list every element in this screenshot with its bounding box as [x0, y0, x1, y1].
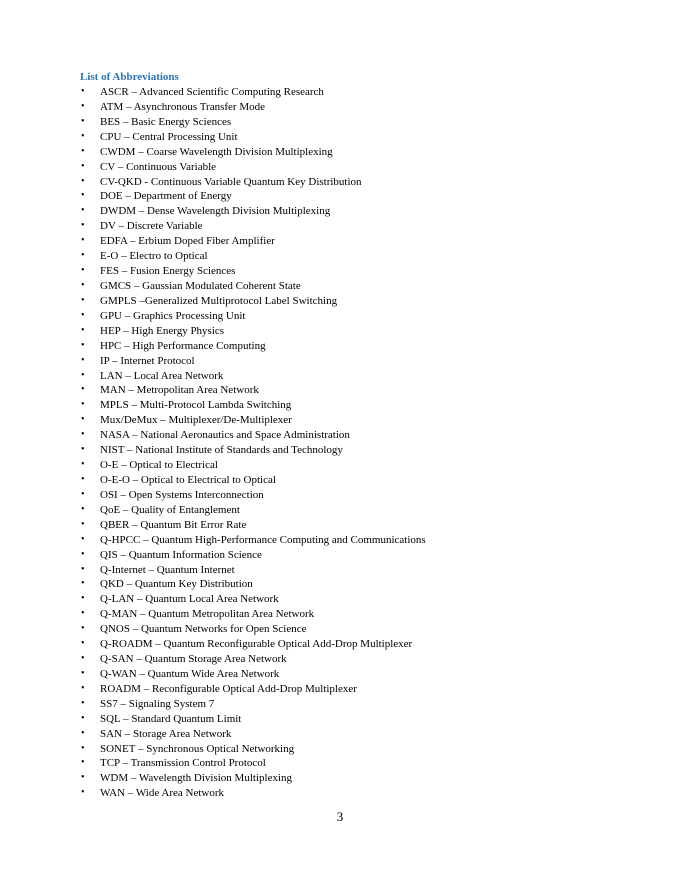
abbreviation-text: QoE – Quality of Entanglement — [100, 503, 240, 516]
abbreviation-text: WDM – Wavelength Division Multiplexing — [100, 772, 293, 785]
abbreviation-text: ATM – Asynchronous Transfer Mode — [100, 100, 265, 113]
bullet-icon: • — [81, 86, 85, 97]
abbreviation-text: SQL – Standard Quantum Limit — [100, 712, 242, 725]
bullet-icon: • — [81, 145, 85, 157]
abbreviation-text: Q-Internet – Quantum Internet — [100, 563, 235, 576]
abbreviation-text: Q-LAN – Quantum Local Area Network — [100, 593, 279, 606]
bullet-icon: • — [81, 727, 85, 739]
abbreviation-text: Mux/DeMux – Multiplexer/De-Multiplexer — [100, 414, 292, 427]
bullet-icon: • — [81, 682, 85, 694]
bullet-icon: • — [81, 697, 85, 709]
abbreviation-text: SAN – Storage Area Network — [100, 727, 232, 740]
abbreviation-text: EDFA – Erbium Doped Fiber Amplifier — [100, 235, 275, 248]
bullet-icon: • — [81, 279, 85, 291]
bullet-icon: • — [81, 503, 85, 515]
abbreviation-text: Q-HPCC – Quantum High-Performance Computing and Communications — [100, 533, 426, 546]
abbreviation-text: ASCR – Advanced Scientific Computing Research — [100, 86, 324, 98]
abbreviation-text: DWDM – Dense Wavelength Division Multiplexing — [100, 205, 331, 218]
bullet-icon: • — [81, 578, 85, 590]
abbreviation-text: Q-MAN – Quantum Metropolitan Area Network — [100, 608, 315, 621]
abbreviation-text: GPU – Graphics Processing Unit — [100, 309, 246, 322]
bullet-icon: • — [81, 653, 85, 665]
abbreviation-text: E-O – Electro to Optical — [100, 250, 208, 263]
abbreviation-text: ROADM – Reconfigurable Optical Add-Drop Multiplexer — [100, 682, 357, 695]
bullet-icon: • — [81, 384, 85, 396]
abbreviation-text: DOE – Department of Energy — [100, 190, 232, 203]
bullet-icon: • — [81, 369, 85, 381]
bullet-icon: • — [81, 459, 85, 471]
bullet-icon: • — [81, 294, 85, 306]
bullet-icon: • — [81, 563, 85, 575]
bullet-icon: • — [81, 414, 85, 426]
page-number: 3 — [336, 809, 344, 824]
abbreviation-text: QKD – Quantum Key Distribution — [100, 578, 253, 591]
bullet-icon: • — [81, 175, 85, 187]
abbreviation-text: MAN – Metropolitan Area Network — [100, 384, 259, 397]
abbreviation-text: Q-SAN – Quantum Storage Area Network — [100, 653, 287, 666]
bullet-icon: • — [81, 623, 85, 635]
abbreviation-text: NIST – National Institute of Standards and Technology — [100, 444, 343, 457]
bullet-icon: • — [81, 518, 85, 530]
abbreviation-text: GMPLS –Generalized Multiprotocol Label Switching — [100, 294, 338, 307]
bullet-icon: • — [81, 667, 85, 679]
abbreviation-text: CWDM – Coarse Wavelength Division Multiplexing — [100, 145, 333, 158]
bullet-icon: • — [81, 548, 85, 560]
bullet-icon: • — [81, 473, 85, 485]
abbreviation-text: MPLS – Multi-Protocol Lambda Switching — [100, 399, 292, 412]
abbreviation-text: IP – Internet Protocol — [100, 354, 195, 367]
bullet-icon: • — [81, 235, 85, 247]
abbreviation-text: O-E-O – Optical to Electrical to Optical — [100, 473, 276, 486]
bullet-icon: • — [81, 190, 85, 202]
abbreviation-text: QBER – Quantum Bit Error Rate — [100, 518, 247, 531]
bullet-icon: • — [81, 742, 85, 754]
abbreviation-text: QIS – Quantum Information Science — [100, 548, 262, 561]
abbreviation-text: O-E – Optical to Electrical — [100, 459, 218, 472]
bullet-icon: • — [81, 533, 85, 545]
bullet-icon: • — [81, 593, 85, 605]
abbreviation-text: CV – Continuous Variable — [100, 160, 217, 173]
abbreviation-text: OSI – Open Systems Interconnection — [100, 488, 264, 501]
abbreviation-text: TCP – Transmission Control Protocol — [100, 757, 266, 770]
abbreviation-text: CV-QKD - Continuous Variable Quantum Key Distribution — [100, 175, 362, 188]
bullet-icon: • — [81, 265, 85, 277]
bullet-icon: • — [81, 100, 85, 112]
bullet-icon: • — [81, 160, 85, 172]
bullet-icon: • — [81, 399, 85, 411]
abbreviation-text: HPC – High Performance Computing — [100, 339, 266, 352]
abbreviation-text: NASA – National Aeronautics and Space Administration — [100, 429, 350, 442]
bullet-icon: • — [81, 488, 85, 500]
abbreviation-text: FES – Fusion Energy Sciences — [100, 265, 236, 278]
bullet-icon: • — [81, 115, 85, 127]
abbreviation-text: SONET – Synchronous Optical Networking — [100, 742, 295, 755]
bullet-icon: • — [81, 608, 85, 620]
bullet-icon: • — [81, 130, 85, 142]
abbreviation-text: HEP – High Energy Physics — [100, 324, 225, 337]
bullet-icon: • — [81, 250, 85, 262]
abbreviation-text: LAN – Local Area Network — [100, 369, 224, 382]
section-heading: List of Abbreviations — [80, 71, 179, 83]
abbreviation-text: DV – Discrete Variable — [100, 220, 203, 233]
bullet-icon: • — [81, 354, 85, 366]
abbreviation-text: BES – Basic Energy Sciences — [100, 115, 232, 128]
bullet-icon: • — [81, 772, 85, 784]
bullet-icon: • — [81, 444, 85, 456]
bullet-icon: • — [81, 309, 85, 321]
abbreviation-text: CPU – Central Processing Unit — [100, 130, 238, 143]
bullet-icon: • — [81, 339, 85, 351]
bullet-icon: • — [81, 712, 85, 724]
abbreviation-text: GMCS – Gaussian Modulated Coherent State — [100, 279, 301, 292]
bullet-icon: • — [81, 429, 85, 441]
abbreviation-text: SS7 – Signaling System 7 — [100, 697, 215, 710]
bullet-icon: • — [81, 638, 85, 650]
bullet-icon: • — [81, 220, 85, 232]
bullet-icon: • — [81, 787, 85, 799]
abbreviation-text: QNOS – Quantum Networks for Open Science — [100, 623, 307, 636]
bullet-icon: • — [81, 324, 85, 336]
bullet-icon: • — [81, 757, 85, 769]
abbreviation-text: Q-ROADM – Quantum Reconfigurable Optical Add-Drop Multiplexer — [100, 638, 413, 651]
bullet-icon: • — [81, 205, 85, 217]
abbreviation-text: WAN – Wide Area Network — [100, 787, 224, 800]
abbreviation-text: Q-WAN – Quantum Wide Area Network — [100, 667, 280, 680]
